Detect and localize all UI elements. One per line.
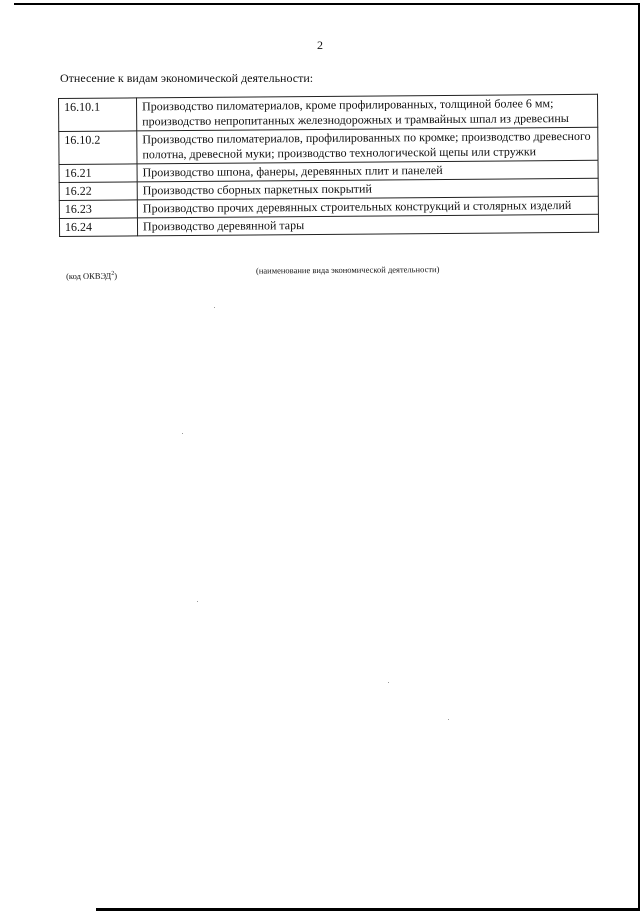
okved-code: 16.10.1 — [59, 98, 137, 132]
table-row — [59, 214, 598, 236]
scan-speck — [448, 719, 449, 720]
scan-speck — [182, 433, 183, 434]
okved-table — [58, 94, 599, 237]
caption-okved-code — [66, 271, 117, 281]
okved-code: 16.23 — [59, 200, 137, 219]
scan-speck — [197, 601, 198, 602]
caption-okved-code-close: ) — [114, 270, 118, 281]
table-row — [59, 127, 598, 164]
caption-activity-name: (наименование вида экономической деятельности) — [255, 264, 440, 276]
caption-okved-code-text: (код ОКВЭД — [66, 270, 112, 281]
table-captions — [66, 264, 606, 281]
scan-speck — [214, 307, 215, 308]
scan-speck — [388, 682, 389, 683]
okved-code: 16.10.2 — [59, 131, 137, 165]
activity-name: Производство прочих деревянных строительных конструкций и столярных изделий — [137, 196, 598, 218]
activity-name: Производство пиломатериалов, кроме профилированных, толщиной более 6 мм; производство непропитанных железнодорожных и трамвайных шпал из древесины — [137, 94, 598, 131]
activity-name: Производство шпона, фанеры, деревянных плит и панелей — [137, 160, 598, 182]
activity-name: Производство сборных паркетных покрытий — [137, 178, 598, 200]
section-title: Отнесение к видам экономической деятельности: — [60, 71, 314, 85]
okved-code: 16.22 — [59, 182, 137, 201]
activity-name: Производство деревянной тары — [137, 214, 598, 236]
okved-code: 16.24 — [59, 218, 137, 237]
footnote-marker: 2 — [111, 270, 115, 277]
scan-edge-top — [14, 3, 640, 5]
table-row — [59, 94, 598, 131]
okved-code: 16.21 — [59, 164, 137, 183]
activity-name: Производство пиломатериалов, профилированных по кромке; производство древесного полотна, древесной муки; производство технологической щепы или стружки — [137, 127, 598, 164]
page-number: 2 — [317, 38, 323, 52]
